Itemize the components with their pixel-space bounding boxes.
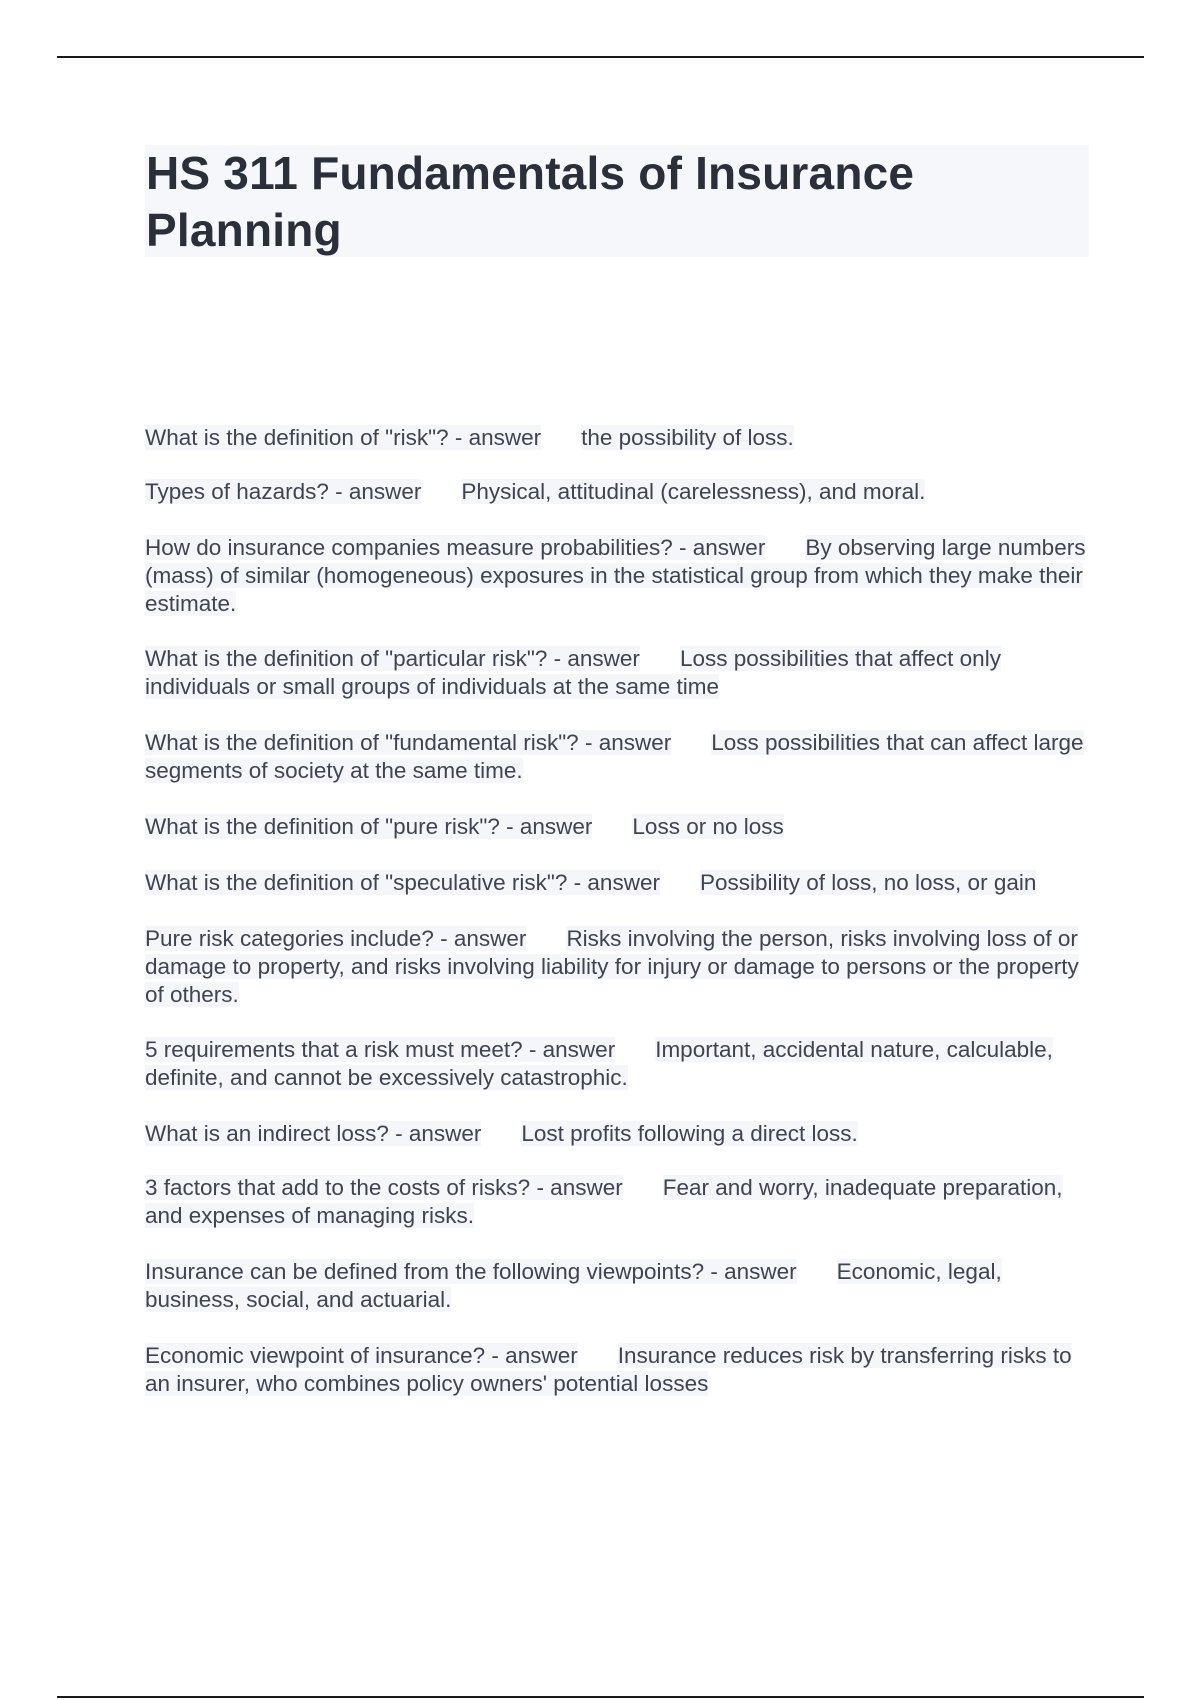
document-title: HS 311 Fundamentals of Insurance Planning bbox=[146, 147, 915, 256]
qa-item bbox=[145, 534, 1091, 618]
qa-item bbox=[145, 729, 1091, 785]
qa-list bbox=[145, 424, 1091, 1398]
question-text: Pure risk categories include? - answer bbox=[145, 926, 527, 951]
question-text: What is the definition of "speculative risk"? - answer bbox=[145, 870, 660, 895]
answer-text: Possibility of loss, no loss, or gain bbox=[699, 870, 1037, 895]
qa-item bbox=[145, 1174, 1091, 1230]
question-text: Types of hazards? - answer bbox=[145, 479, 422, 504]
answer-text: Economic, legal, business, social, and actuarial. bbox=[145, 1259, 1002, 1312]
question-text: What is the definition of "pure risk"? - answer bbox=[145, 814, 593, 839]
qa-item bbox=[145, 813, 1091, 841]
question-text: 5 requirements that a risk must meet? - answer bbox=[145, 1037, 616, 1062]
question-text: Insurance can be defined from the following viewpoints? - answer bbox=[145, 1259, 797, 1284]
answer-text: Physical, attitudinal (carelessness), and moral. bbox=[461, 479, 926, 504]
qa-item bbox=[145, 869, 1091, 897]
question-text: What is an indirect loss? - answer bbox=[145, 1121, 482, 1146]
answer-text: Loss or no loss bbox=[632, 814, 784, 839]
qa-item bbox=[145, 925, 1091, 1009]
top-divider bbox=[57, 56, 1144, 58]
question-text: How do insurance companies measure probabilities? - answer bbox=[145, 535, 766, 560]
answer-text: Insurance reduces risk by transferring risks to an insurer, who combines policy owners' potential losses bbox=[145, 1343, 1072, 1396]
question-text: Economic viewpoint of insurance? - answer bbox=[145, 1343, 578, 1368]
title-block bbox=[145, 145, 1089, 257]
qa-item bbox=[145, 645, 1091, 701]
answer-text: Important, accidental nature, calculable, definite, and cannot be excessively catastrophic. bbox=[145, 1037, 1053, 1090]
answer-text: Lost profits following a direct loss. bbox=[521, 1121, 858, 1146]
qa-item bbox=[145, 1342, 1091, 1398]
answer-text: Loss possibilities that affect only individuals or small groups of individuals at the same time bbox=[145, 646, 1001, 699]
question-text: What is the definition of "risk"? - answer bbox=[145, 425, 542, 450]
answer-text: the possibility of loss. bbox=[581, 425, 794, 450]
qa-item bbox=[145, 1120, 1091, 1148]
qa-item bbox=[145, 478, 1091, 506]
answer-text: By observing large numbers (mass) of similar (homogeneous) exposures in the statistical group from which they make their estimate. bbox=[145, 535, 1086, 616]
bottom-divider bbox=[57, 1696, 1144, 1698]
qa-item bbox=[145, 1036, 1091, 1092]
answer-text: Fear and worry, inadequate preparation, and expenses of managing risks. bbox=[145, 1175, 1063, 1228]
question-text: 3 factors that add to the costs of risks? - answer bbox=[145, 1175, 623, 1200]
qa-item bbox=[145, 424, 1091, 452]
answer-text: Loss possibilities that can affect large segments of society at the same time. bbox=[145, 730, 1084, 783]
question-text: What is the definition of "fundamental risk"? - answer bbox=[145, 730, 672, 755]
qa-item bbox=[145, 1258, 1091, 1314]
question-text: What is the definition of "particular risk"? - answer bbox=[145, 646, 640, 671]
answer-text: Risks involving the person, risks involving loss of or damage to property, and risks involving liability for injury or damage to persons or the property of others. bbox=[145, 926, 1079, 1007]
